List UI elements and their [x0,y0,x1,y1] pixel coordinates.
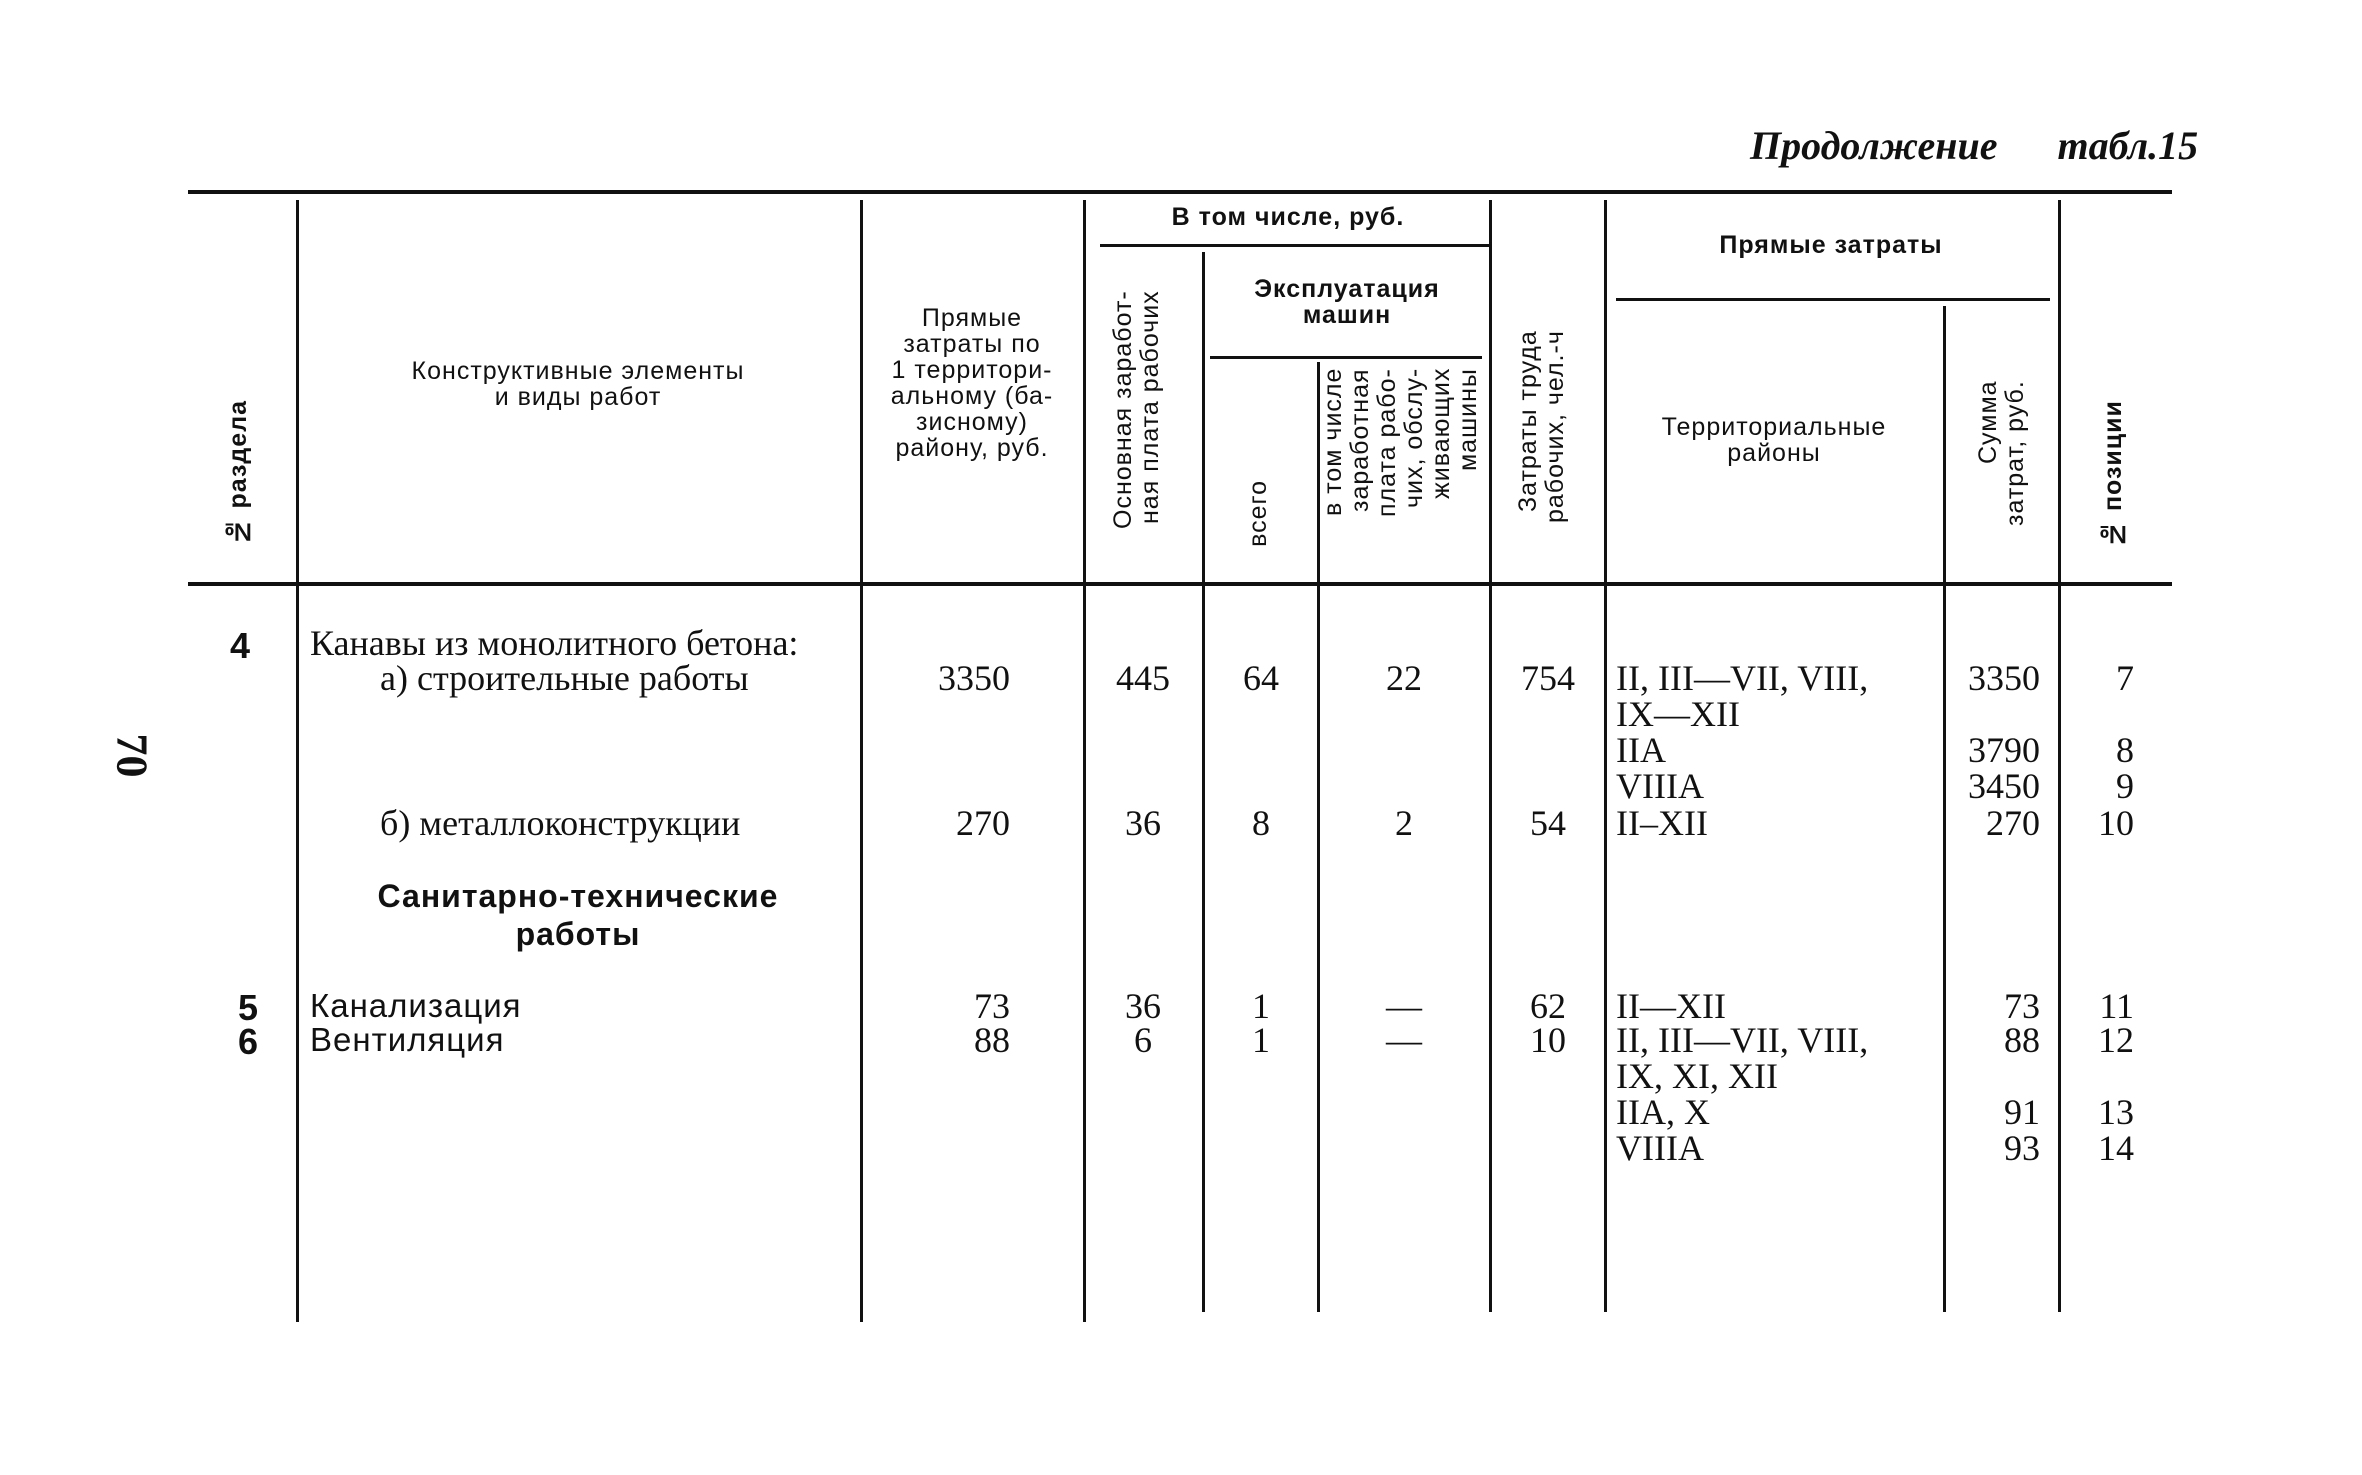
mach-wage-value: — [1386,1020,1422,1060]
header-base-wage: Основная заработ- ная плата рабочих [1109,290,1164,529]
table-top-rule [188,190,2172,194]
labor-value: 754 [1521,658,1575,698]
incl-rub-rule [1100,244,1490,247]
mach-wage-value: 22 [1386,658,1422,698]
region-value: II, III—VII, VIII, [1616,658,1869,698]
header-direct-cost: Прямые затраты по 1 территори- альному (ба- зисному) району, руб. [890,304,1054,462]
sum-value: 3350 [1968,658,2040,698]
header-elements: Конструктивные элементы и виды работ [411,357,745,411]
position-value: 8 [2116,730,2134,770]
element-name: Канализация [310,987,522,1024]
mach-wage-value: 2 [1395,803,1413,843]
labor-value: 62 [1530,986,1566,1026]
position-value: 13 [2098,1092,2134,1132]
col-divider [860,200,863,1322]
caption-table-ref: табл.15 [2057,123,2199,168]
sum-value: 270 [1986,803,2040,843]
caption-continuation: Продолжение [1750,123,1998,168]
position-value: 7 [2116,658,2134,698]
header-incl-rub: В том числе, руб. [1171,203,1405,231]
section-number: 6 [238,1021,260,1062]
position-value: 10 [2098,803,2134,843]
wage-value: 445 [1116,658,1170,698]
direct-costs-rule [1616,298,2050,301]
col-divider [1083,200,1086,1322]
page-number: 70 [107,733,157,778]
header-position-no: № позиции [2099,400,2127,548]
section-number: 4 [230,625,252,666]
header-mach-total: всего [1244,480,1272,547]
header-labor: Затраты труда рабочих, чел.-ч [1514,330,1569,523]
region-value: IX—XII [1616,694,1740,734]
position-value: 12 [2098,1020,2134,1060]
header-mach-wage: в том числе заработная плата рабо- чих, обслу- живающих машины [1319,368,1482,517]
machines-rule [1210,356,1482,359]
col-divider [1202,252,1205,1312]
region-value: IIA [1616,730,1666,770]
region-value: IIA, X [1616,1092,1710,1132]
sum-value: 88 [2004,1020,2040,1060]
header-sum: Сумма затрат, руб. [1974,380,2029,526]
col-divider [2058,200,2061,1312]
section-heading: работы [515,916,641,952]
mach-total-value: 1 [1252,986,1270,1026]
col-divider [296,200,299,1322]
sum-value: 73 [2004,986,2040,1026]
mach-wage-value: — [1386,986,1422,1026]
col-divider [1943,306,1946,1312]
col-divider [1604,200,1607,1312]
wage-value: 36 [1125,986,1161,1026]
sum-value: 93 [2004,1128,2040,1168]
element-name: Вентиляция [310,1021,505,1058]
mach-total-value: 64 [1243,658,1279,698]
direct-cost-value: 270 [956,803,1010,843]
region-value: II, III—VII, VIII, [1616,1020,1869,1060]
position-value: 9 [2116,766,2134,806]
wage-value: 6 [1134,1020,1152,1060]
direct-cost-value: 88 [974,1020,1010,1060]
header-regions: Территориальные районы [1661,413,1887,467]
wage-value: 36 [1125,803,1161,843]
sum-value: 3450 [1968,766,2040,806]
position-value: 11 [2099,986,2134,1026]
header-bottom-rule [188,582,2172,586]
region-value: II–XII [1616,803,1708,843]
element-name: Канавы из монолитного бетона: [310,623,799,663]
labor-value: 54 [1530,803,1566,843]
position-value: 14 [2098,1128,2134,1168]
element-name: б) металлоконструкции [380,803,741,843]
section-heading: Санитарно-технические [377,878,779,914]
mach-total-value: 8 [1252,803,1270,843]
region-value: VIIIA [1616,766,1704,806]
region-value: IX, XI, XII [1616,1056,1778,1096]
labor-value: 10 [1530,1020,1566,1060]
col-divider [1489,200,1492,1312]
element-name: а) строительные работы [380,658,749,698]
section-number: 5 [238,987,260,1028]
direct-cost-value: 3350 [938,658,1010,698]
header-section-no: № раздела [224,400,252,546]
header-machines: Эксплуатация машин [1254,275,1440,329]
direct-cost-value: 73 [974,986,1010,1026]
region-value: VIIIA [1616,1128,1704,1168]
sum-value: 3790 [1968,730,2040,770]
header-direct-costs: Прямые затраты [1719,231,1943,259]
table-caption [1750,122,2198,169]
region-value: II—XII [1616,986,1726,1026]
mach-total-value: 1 [1252,1020,1270,1060]
sum-value: 91 [2004,1092,2040,1132]
